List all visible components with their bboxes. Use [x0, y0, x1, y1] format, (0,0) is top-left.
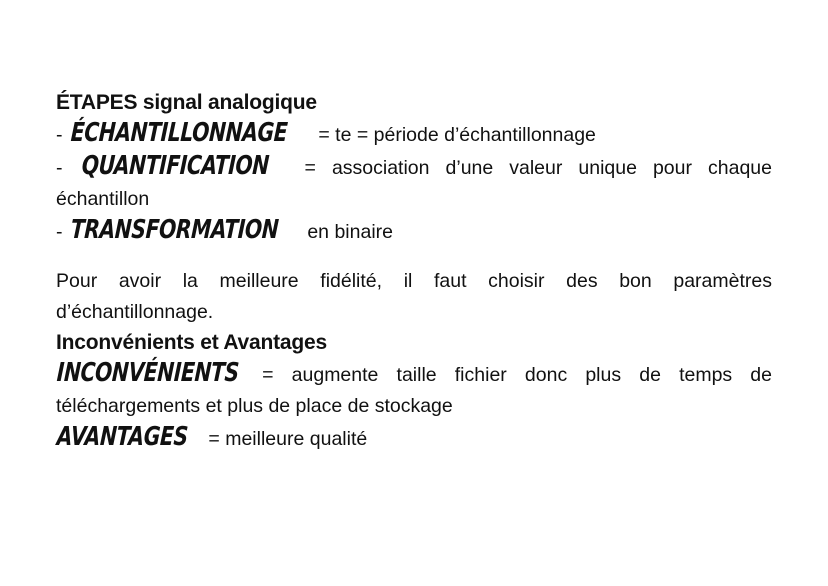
list-item-quantification: [56, 151, 772, 215]
keyword-box: [56, 422, 203, 455]
keyword-echantillonnage: ÉCHANTILLONNAGE: [69, 118, 289, 148]
definition-text: = augmente taille fichier donc plus de temps de téléchargements et plus de place de stockage: [56, 364, 772, 417]
document-page: [56, 88, 772, 455]
definition-text: = te = période d’échantillonnage: [312, 124, 596, 146]
item-avantages: [56, 422, 772, 455]
bullet-dash: -: [56, 124, 68, 146]
definition-text: = meilleure qualité: [203, 428, 368, 450]
keyword-box: [70, 118, 313, 151]
keyword-quantification: QUANTIFICATION: [80, 151, 270, 181]
section-title-inconvenients-avantages: Inconvénients et Avantages: [56, 331, 327, 354]
bullet-dash: -: [56, 157, 79, 179]
list-item-echantillonnage: [56, 118, 772, 151]
keyword-box: [56, 358, 244, 391]
bullet-dash: -: [56, 221, 68, 243]
definition-text: = association d’une valeur unique pour chaque échantillon: [56, 157, 772, 210]
keyword-box: [81, 151, 289, 184]
keyword-box: [70, 215, 302, 248]
definition-text: en binaire: [301, 221, 393, 243]
item-inconvenients: [56, 358, 772, 422]
paragraph-fidelite: Pour avoir la meilleure fidélité, il faut choisir des bon paramètres d’échantillonnage.: [56, 270, 772, 323]
section-title-etapes: ÉTAPES signal analogique: [56, 91, 317, 114]
spacer: [56, 248, 772, 266]
keyword-transformation: TRANSFORMATION: [69, 215, 280, 245]
list-item-transformation: [56, 215, 772, 248]
keyword-avantages: AVANTAGES: [56, 422, 189, 452]
keyword-inconvenients: INCONVÉNIENTS: [56, 358, 240, 388]
